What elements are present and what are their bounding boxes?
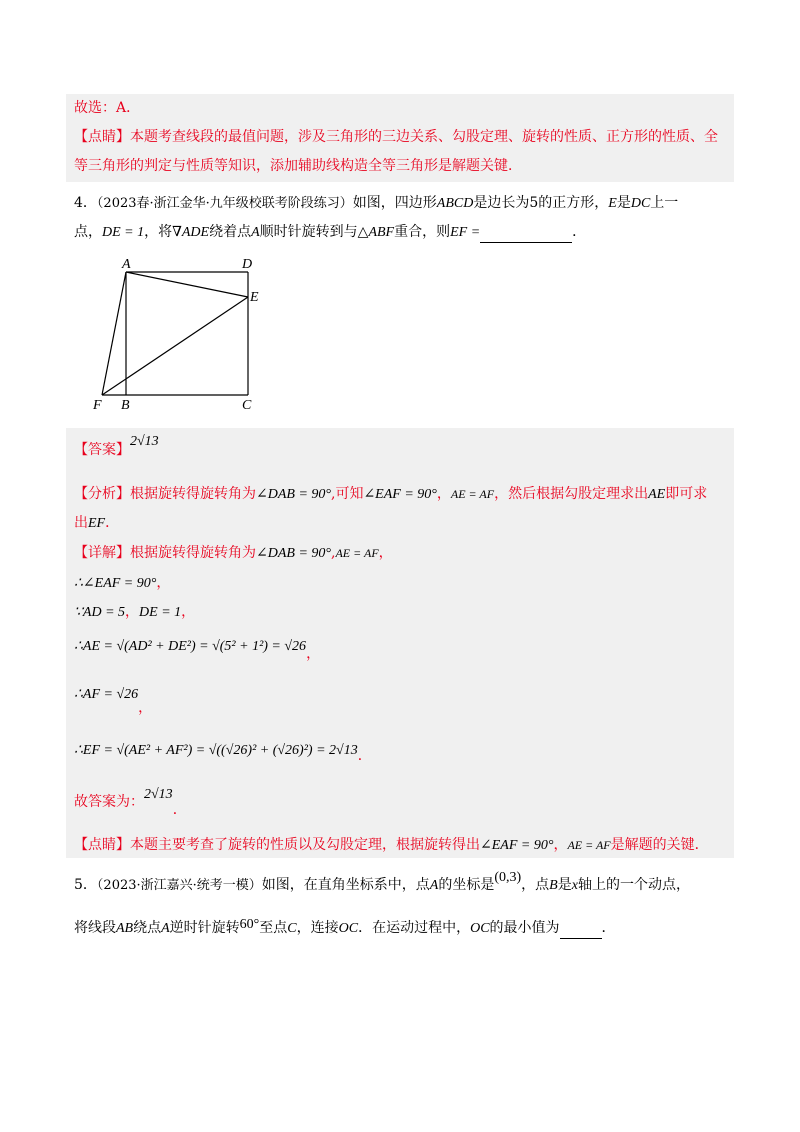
detail-step-3: ∴AE = √(AD² + DE²) = √(5² + 1²) = √26， — [74, 639, 321, 662]
answer-blank-q5[interactable] — [560, 920, 602, 939]
final-answer-line: 故答案为：2√13． — [74, 787, 187, 818]
label-b: B — [121, 398, 130, 413]
detail-line-1: 【详解】根据旋转得旋转角为∠DAB = 90°,AE = AF， — [74, 545, 393, 561]
conclusion-line: 故选：A． — [74, 100, 141, 116]
detail-step-2: ∵AD = 5，DE = 1， — [74, 604, 196, 620]
detail-step-4: ∴AF = √26， — [74, 687, 153, 716]
tip-line: 【点睛】本题主要考查了旋转的性质以及勾股定理，根据旋转得出∠EAF = 90°，AE = AF是解题的关键． — [74, 837, 709, 853]
detail-step-5: ∴EF = √(AE² + AF²) = √((√26)² + (√26)²) = 2√13． — [74, 743, 372, 764]
label-a: A — [122, 257, 131, 272]
segment-fe — [102, 297, 248, 395]
question-source: （2023春·浙江金华·九年级校联考阶段练习） — [96, 196, 353, 211]
answer-label: 【答案】 — [74, 442, 130, 458]
answer-blank[interactable] — [480, 224, 572, 243]
question-source: （2023·浙江嘉兴·统考一模） — [96, 878, 262, 893]
answer-value: 2√13 — [130, 434, 159, 449]
label-d: D — [242, 257, 253, 272]
label-f: F — [93, 398, 102, 413]
square-rotation-figure — [88, 255, 268, 415]
tip-line-2: 等三角形的判定与性质等知识，添加辅助线构造全等三角形是解题关键． — [74, 158, 522, 174]
tip-line-1: 【点睛】本题考查线段的最值问题，涉及三角形的三边关系、勾股定理、旋转的性质、正方形的性质、全 — [74, 129, 718, 145]
question-5-line-2: 将线段AB绕点A逆时针旋转60°至点C，连接OC．在运动过程中，OC的最小值为 ． — [74, 918, 616, 939]
question-number: 4． — [74, 195, 97, 211]
label-c: C — [242, 398, 252, 413]
label-e: E — [250, 290, 259, 305]
analysis-line-2: 出EF． — [74, 515, 120, 531]
detail-step-1: ∴∠EAF = 90°， — [74, 575, 171, 591]
question-4-line-2: 点，DE = 1，将∇ADE绕着点A顺时针旋转到与△ABF重合，则EF = ． — [74, 222, 586, 243]
answer-line — [74, 434, 159, 461]
question-4-line-1: 4．（2023春·浙江金华·九年级校联考阶段练习）如图，四边形ABCD是边长为5的正方形，E是DC上一 — [74, 195, 679, 211]
analysis-line-1: 【分析】根据旋转得旋转角为∠DAB = 90°,可知∠EAF = 90°，AE = AF，然后根据勾股定理求出AE即可求 — [74, 486, 708, 502]
question-5-line-1: 5．（2023·浙江嘉兴·统考一模）如图，在直角坐标系中，点A的坐标是(0,3)，点B是x轴上的一个动点， — [74, 870, 690, 893]
question-number: 5． — [74, 877, 97, 893]
segment-ae — [126, 272, 248, 297]
segment-af — [102, 272, 126, 395]
